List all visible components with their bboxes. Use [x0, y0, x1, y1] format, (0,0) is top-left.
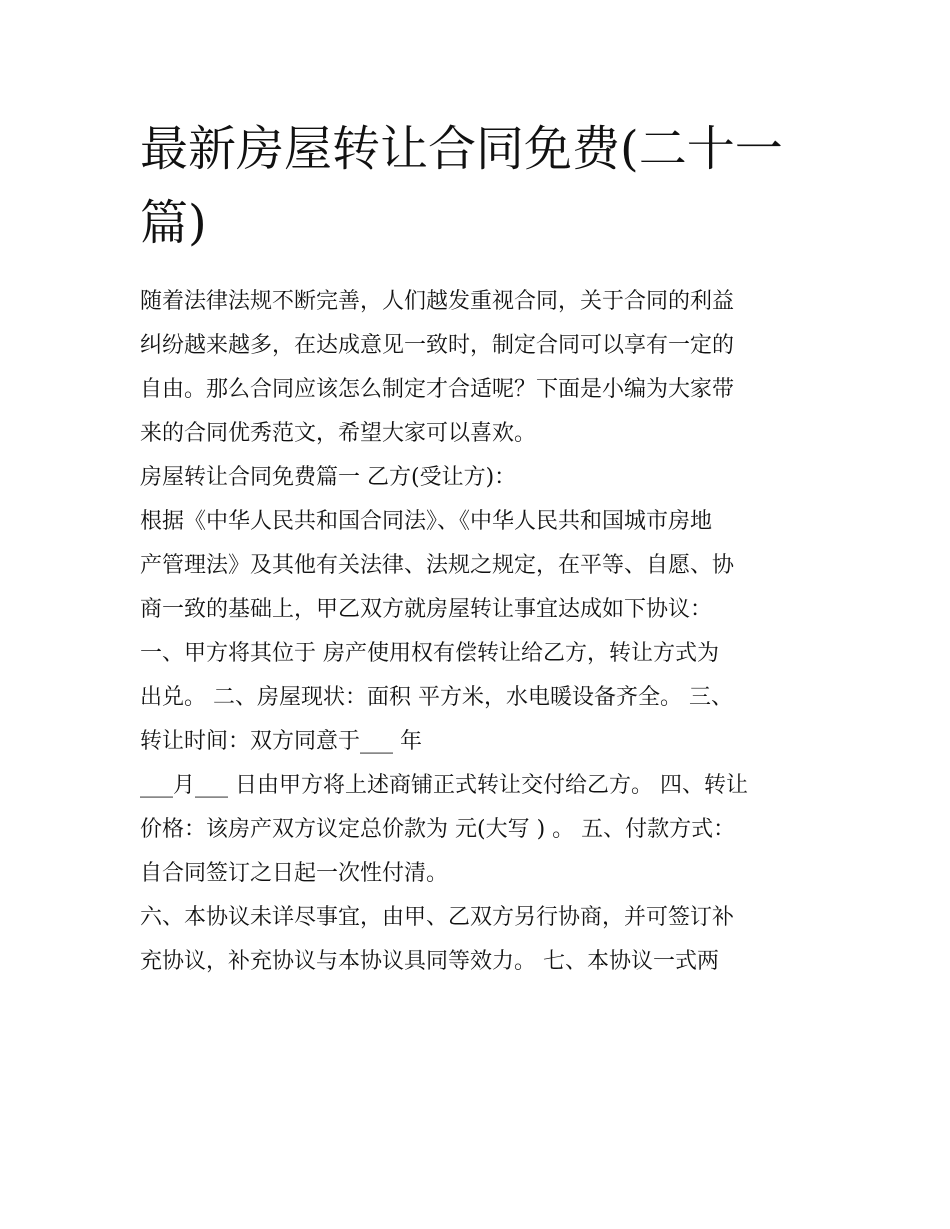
text-line: 房屋转让合同免费篇一 乙方(受让方)：: [140, 465, 517, 490]
text-line: 转让时间：双方同意于___ 年: [140, 729, 422, 754]
text-line: 价格：该房产双方议定总价款为 元(大写 ) 。 五、付款方式：: [140, 817, 736, 842]
text-line: 产管理法》及其他有关法律、法规之规定，在平等、自愿、协: [140, 553, 735, 578]
text-line: 充协议，补充协议与本协议具同等效力。 七、本协议一式两: [140, 949, 719, 974]
paragraph-section-heading: [140, 456, 830, 500]
text-line: 来的合同优秀范文，希望大家可以喜欢。: [140, 421, 537, 446]
paragraph-intro: [140, 280, 830, 456]
text-line: 纠纷越来越多，在达成意见一致时，制定合同可以享有一定的: [140, 333, 735, 358]
paragraph-legal-basis: [140, 500, 830, 632]
text-line: 一、甲方将其位于 房产使用权有偿转让给乙方，转让方式为: [140, 641, 719, 666]
text-line: 出兑。 二、房屋现状：面积 平方米，水电暖设备齐全。 三、: [140, 685, 733, 710]
document-title: [140, 112, 820, 260]
text-line: 自由。那么合同应该怎么制定才合适呢？下面是小编为大家带: [140, 377, 735, 402]
paragraph-clauses-3-5: [140, 764, 830, 896]
paragraph-clauses-6-7: [140, 896, 830, 984]
text-line: 随着法律法规不断完善，人们越发重视合同，关于合同的利益: [140, 289, 735, 314]
text-line: 六、本协议未详尽事宜，由甲、乙双方另行协商，并可签订补: [140, 905, 735, 930]
text-line: 自合同签订之日起一次性付清。: [140, 861, 449, 886]
paragraph-clauses-1-3: [140, 632, 830, 764]
text-line: 根据《中华人民共和国合同法》、《中华人民共和国城市房地: [140, 509, 713, 534]
text-line: 商一致的基础上，甲乙双方就房屋转让事宜达成如下协议：: [140, 597, 713, 622]
text-line: ___月___ 日由甲方将上述商铺正式转让交付给乙方。 四、转让: [140, 773, 748, 798]
title-line: 篇): [140, 195, 207, 251]
title-line: 最新房屋转让合同免费(二十一: [140, 121, 783, 177]
document-body: [140, 280, 830, 984]
